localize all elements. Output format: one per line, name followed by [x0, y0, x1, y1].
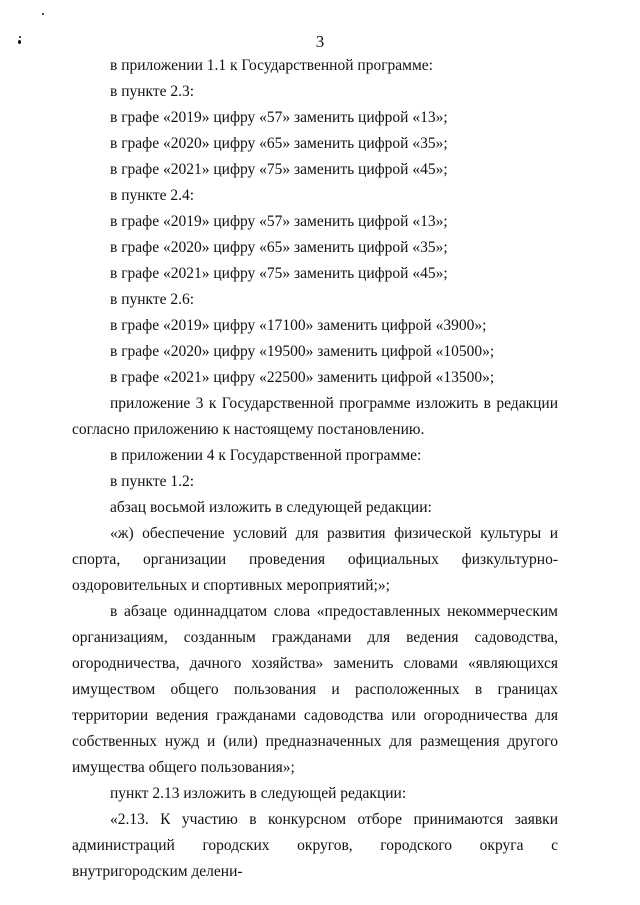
paragraph: в графе «2020» цифру «65» заменить цифрой «35»;: [110, 239, 448, 256]
paragraph: в приложении 1.1 к Государственной программе:: [110, 57, 433, 74]
paragraph: в графе «2021» цифру «22500» заменить цифрой «13500»;: [110, 369, 495, 386]
paragraph: пункт 2.13 изложить в следующей редакции:: [110, 785, 407, 802]
document-body: [72, 53, 558, 885]
paragraph: в приложении 4 к Государственной программе:: [110, 447, 422, 464]
paragraph: приложение 3 к Государственной программе изложить в редакции согласно приложению к настоящему постановлению.: [72, 395, 558, 438]
paragraph: в графе «2021» цифру «75» заменить цифрой «45»;: [110, 161, 448, 178]
paragraph: абзац восьмой изложить в следующей редакции:: [110, 499, 432, 516]
paragraph: «ж) обеспечение условий для развития физической культуры и спорта, организации проведения официальных физкультурно-оздоровительных и спортивных мероприятий;»;: [72, 525, 558, 594]
page-number: 3: [315, 32, 325, 51]
paragraph: в графе «2019» цифру «57» заменить цифрой «13»;: [110, 213, 448, 230]
paragraph: в пункте 2.6:: [110, 291, 195, 308]
paragraph: в графе «2021» цифру «75» заменить цифрой «45»;: [110, 265, 448, 282]
paragraph: в абзаце одиннадцатом слова «предоставленных некоммерческим организациям, созданным гражданами для ведения садоводства, огородничества, дачного хозяйства» заменить словами «являющихся имуществом общего пользования и расположенных в границах территории ведения гражданами садоводства или огородничества для собственных нужд и (или) предназначенных для размещения другого имущества общего пользования»;: [72, 603, 558, 776]
paragraph: в графе «2019» цифру «57» заменить цифрой «13»;: [110, 109, 448, 126]
paragraph: в пункте 1.2:: [110, 473, 195, 490]
paragraph: в пункте 2.3:: [110, 83, 195, 100]
paragraph: «2.13. К участию в конкурсном отборе принимаются заявки администраций городских округов, городского округа с внутригородским делени-: [72, 811, 558, 880]
paragraph: в графе «2020» цифру «65» заменить цифрой «35»;: [110, 135, 448, 152]
paragraph: в графе «2020» цифру «19500» заменить цифрой «10500»;: [110, 343, 495, 360]
paragraph: в графе «2019» цифру «17100» заменить цифрой «3900»;: [110, 317, 487, 334]
paragraph: в пункте 2.4:: [110, 187, 195, 204]
scan-speck: [42, 13, 44, 15]
